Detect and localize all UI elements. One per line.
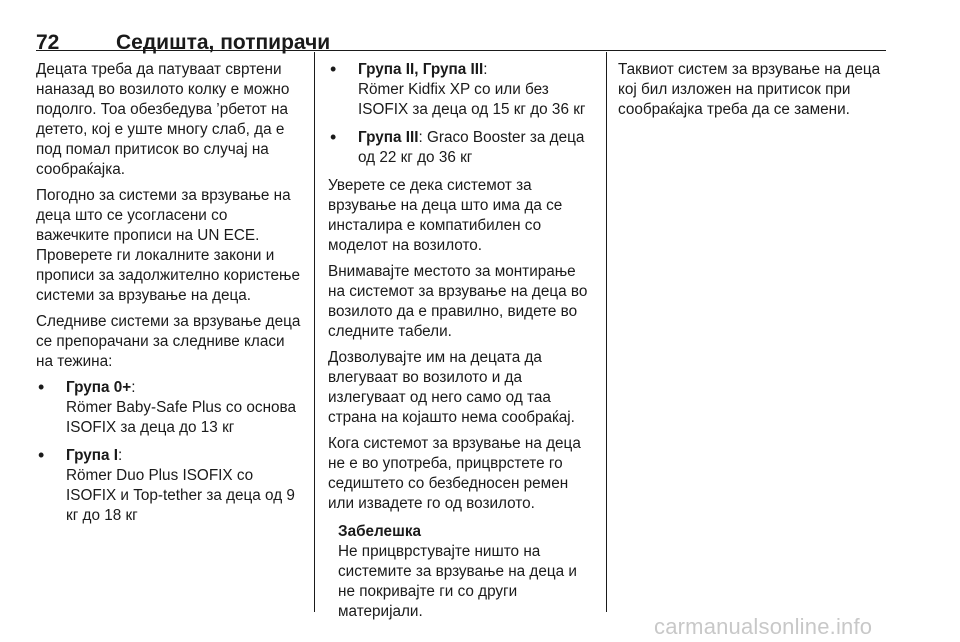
section-title: Седишта, потпирачи	[116, 31, 331, 54]
paragraph-not-in-use: Кога системот за врзување на деца не е во употреба, прицврстете го седиштето со безбедносен ремен или извадете го од возилото.	[328, 435, 581, 512]
list-item: • Група 0+: Römer Baby-Safe Plus со основа ISOFIX за деца до 13 кг	[36, 378, 304, 438]
column-divider-2	[606, 52, 607, 612]
item-title: Група 0+	[66, 379, 132, 396]
item-text: Römer Kidfix XP со или без ISOFIX за деца од 15 кг до 36 кг	[358, 81, 586, 118]
list-item: • Група I: Römer Duo Plus ISOFIX со ISOFIX и Top-tether за деца од 9 кг до 18 кг	[36, 446, 304, 526]
column-2	[328, 60, 594, 622]
column-3	[618, 60, 886, 126]
column-1	[36, 60, 304, 534]
note-box	[328, 522, 594, 622]
item-title: Група III	[358, 129, 419, 146]
item-title: Група I	[66, 447, 118, 464]
watermark: carmanualsonline.info	[654, 614, 873, 639]
paragraph-un-ece: Погодно за системи за врзување на деца што се усогласени со важечките прописи на UN ECE. Проверете ги локалните закони и прописи за задолжително користење системи за врзување на деца.	[36, 187, 300, 304]
paragraph-mounting-location: Внимавајте местото за монтирање на системот за врзување на деца во возилото да е правилно, видете во следните табели.	[328, 263, 588, 340]
paragraph-recommended-systems: Следниве системи за врзување деца се препорачани за следниве класи на тежина:	[36, 313, 301, 370]
paragraph-traffic-side: Дозволувајте им на децата да влегуваат во возилото и да излегуваат од него само од таа страна на којашто нема сообраќај.	[328, 349, 575, 426]
paragraph-compatibility: Уверете се дека системот за врзување на деца што има да се инсталира е компатибилен со моделот на возилото.	[328, 177, 563, 254]
page-number: 72	[36, 31, 60, 54]
list-item: • Група II, Група III: Römer Kidfix XP со или без ISOFIX за деца од 15 кг до 36 кг	[328, 60, 594, 120]
item-title: Група II, Група III	[358, 61, 484, 78]
item-text: Römer Duo Plus ISOFIX со ISOFIX и Top-tether за деца од 9 кг до 18 кг	[66, 467, 295, 524]
note-text: Не прицврстувајте ништо на системите за врзување на деца и не покривајте ги со други материјали.	[338, 543, 577, 620]
header-rule	[36, 50, 886, 51]
list-item: • Група III: Graco Booster за деца од 22 кг до 36 кг	[328, 128, 594, 168]
weight-class-list-1	[36, 378, 304, 526]
note-title: Забелешка	[338, 523, 421, 540]
item-text: Graco Booster за деца од 22 кг до 36 кг	[358, 129, 585, 166]
paragraph-rear-facing: Децата треба да патуваат свртени наназад во возилото колку е можно подолго. Тоа обезбедува ’рбетот на детето, кој е уште многу слаб, да е под помал притисок во случај на сообраќајка.	[36, 61, 290, 178]
column-divider-1	[314, 52, 315, 612]
weight-class-list-2	[328, 60, 594, 168]
item-text: Römer Baby-Safe Plus со основа ISOFIX за деца до 13 кг	[66, 399, 296, 436]
paragraph-replace-after-accident: Таквиот систем за врзување на деца кој бил изложен на притисок при сообраќајка треба да се замени.	[618, 61, 881, 118]
